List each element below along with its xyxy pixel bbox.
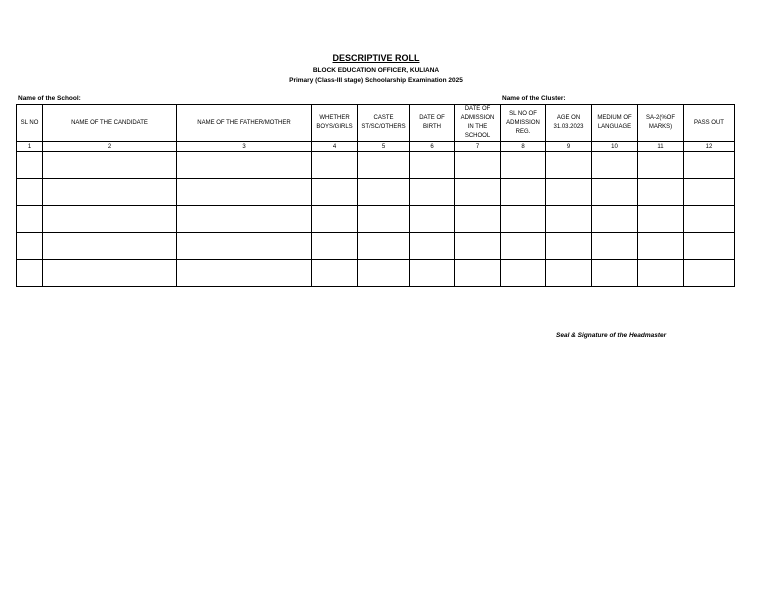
empty-cell [177,260,312,287]
empty-cell [684,206,735,233]
empty-cell [501,206,546,233]
empty-cell [592,260,638,287]
empty-cell [501,260,546,287]
empty-cell [592,233,638,260]
empty-cell [592,179,638,206]
col-number: 6 [410,142,455,152]
cluster-name-label: Name of the Cluster: [502,95,566,102]
empty-cell [501,179,546,206]
descriptive-roll-table [16,104,735,287]
col-number: 11 [638,142,684,152]
col-number: 5 [358,142,410,152]
empty-cell [17,233,43,260]
table-row [17,233,735,260]
exam-subtitle: Primary (Class-III stage) Schoolarship Examination 2025 [289,77,463,84]
empty-cell [501,152,546,179]
empty-cell [312,260,358,287]
col-header-pass-out: PASS OUT [684,105,735,142]
empty-cell [312,179,358,206]
empty-cell [17,179,43,206]
empty-cell [312,152,358,179]
empty-cell [638,233,684,260]
empty-cell [684,179,735,206]
col-number: 7 [455,142,501,152]
col-number: 3 [177,142,312,152]
empty-cell [684,260,735,287]
empty-cell [358,206,410,233]
empty-cell [43,260,177,287]
empty-cell [546,179,592,206]
empty-cell [358,179,410,206]
empty-cell [455,206,501,233]
col-header-medium: MEDIUM OF LANGUAGE [592,105,638,142]
empty-cell [358,233,410,260]
empty-cell [43,233,177,260]
col-header-admission-reg: SL NO OF ADMISSION REG. [501,105,546,142]
office-subtitle: BLOCK EDUCATION OFFICER, KULIANA [312,67,440,74]
header-row [17,105,735,142]
empty-cell [410,260,455,287]
empty-cell [638,152,684,179]
col-header-admission-date: DATE OF ADMISSION IN THE SCHOOL [455,105,501,142]
col-header-father-mother: NAME OF THE FATHER/MOTHER [177,105,312,142]
empty-cell [17,206,43,233]
col-header-sl-no: SL NO [17,105,43,142]
empty-cell [546,260,592,287]
empty-cell [638,260,684,287]
empty-cell [358,152,410,179]
empty-cell [177,233,312,260]
empty-cell [410,179,455,206]
empty-cell [410,206,455,233]
empty-cell [501,233,546,260]
col-number: 1 [17,142,43,152]
headmaster-signature-label: Seal & Signature of the Headmaster [556,332,667,339]
col-number: 4 [312,142,358,152]
empty-cell [455,152,501,179]
empty-cell [455,233,501,260]
col-header-caste: CASTE ST/SC/OTHERS [358,105,410,142]
col-header-age: AGE ON 31.03.2023 [546,105,592,142]
col-header-candidate-name: NAME OF THE CANDIDATE [43,105,177,142]
empty-cell [684,152,735,179]
page-title: DESCRIPTIVE ROLL [332,53,420,63]
empty-cell [358,260,410,287]
empty-cell [17,152,43,179]
empty-cell [177,179,312,206]
empty-cell [592,206,638,233]
empty-cell [455,179,501,206]
empty-cell [410,152,455,179]
col-header-dob: DATE OF BIRTH [410,105,455,142]
column-number-row [17,142,735,152]
empty-cell [638,206,684,233]
empty-cell [410,233,455,260]
empty-cell [43,179,177,206]
col-header-gender: WHETHER BOYS/GIRLS [312,105,358,142]
school-name-label: Name of the School: [18,95,81,102]
empty-cell [43,206,177,233]
empty-cell [177,152,312,179]
empty-cell [312,233,358,260]
table-row [17,179,735,206]
table-row [17,206,735,233]
table-row [17,260,735,287]
col-number: 9 [546,142,592,152]
empty-cell [43,152,177,179]
col-header-sa2-marks: SA-2(%OF MARKS) [638,105,684,142]
col-number: 2 [43,142,177,152]
empty-cell [177,206,312,233]
col-number: 12 [684,142,735,152]
table-row [17,152,735,179]
empty-cell [546,206,592,233]
empty-cell [546,233,592,260]
empty-cell [546,152,592,179]
empty-cell [638,179,684,206]
empty-cell [312,206,358,233]
col-number: 8 [501,142,546,152]
empty-cell [17,260,43,287]
col-number: 10 [592,142,638,152]
empty-cell [684,233,735,260]
empty-cell [592,152,638,179]
empty-cell [455,260,501,287]
